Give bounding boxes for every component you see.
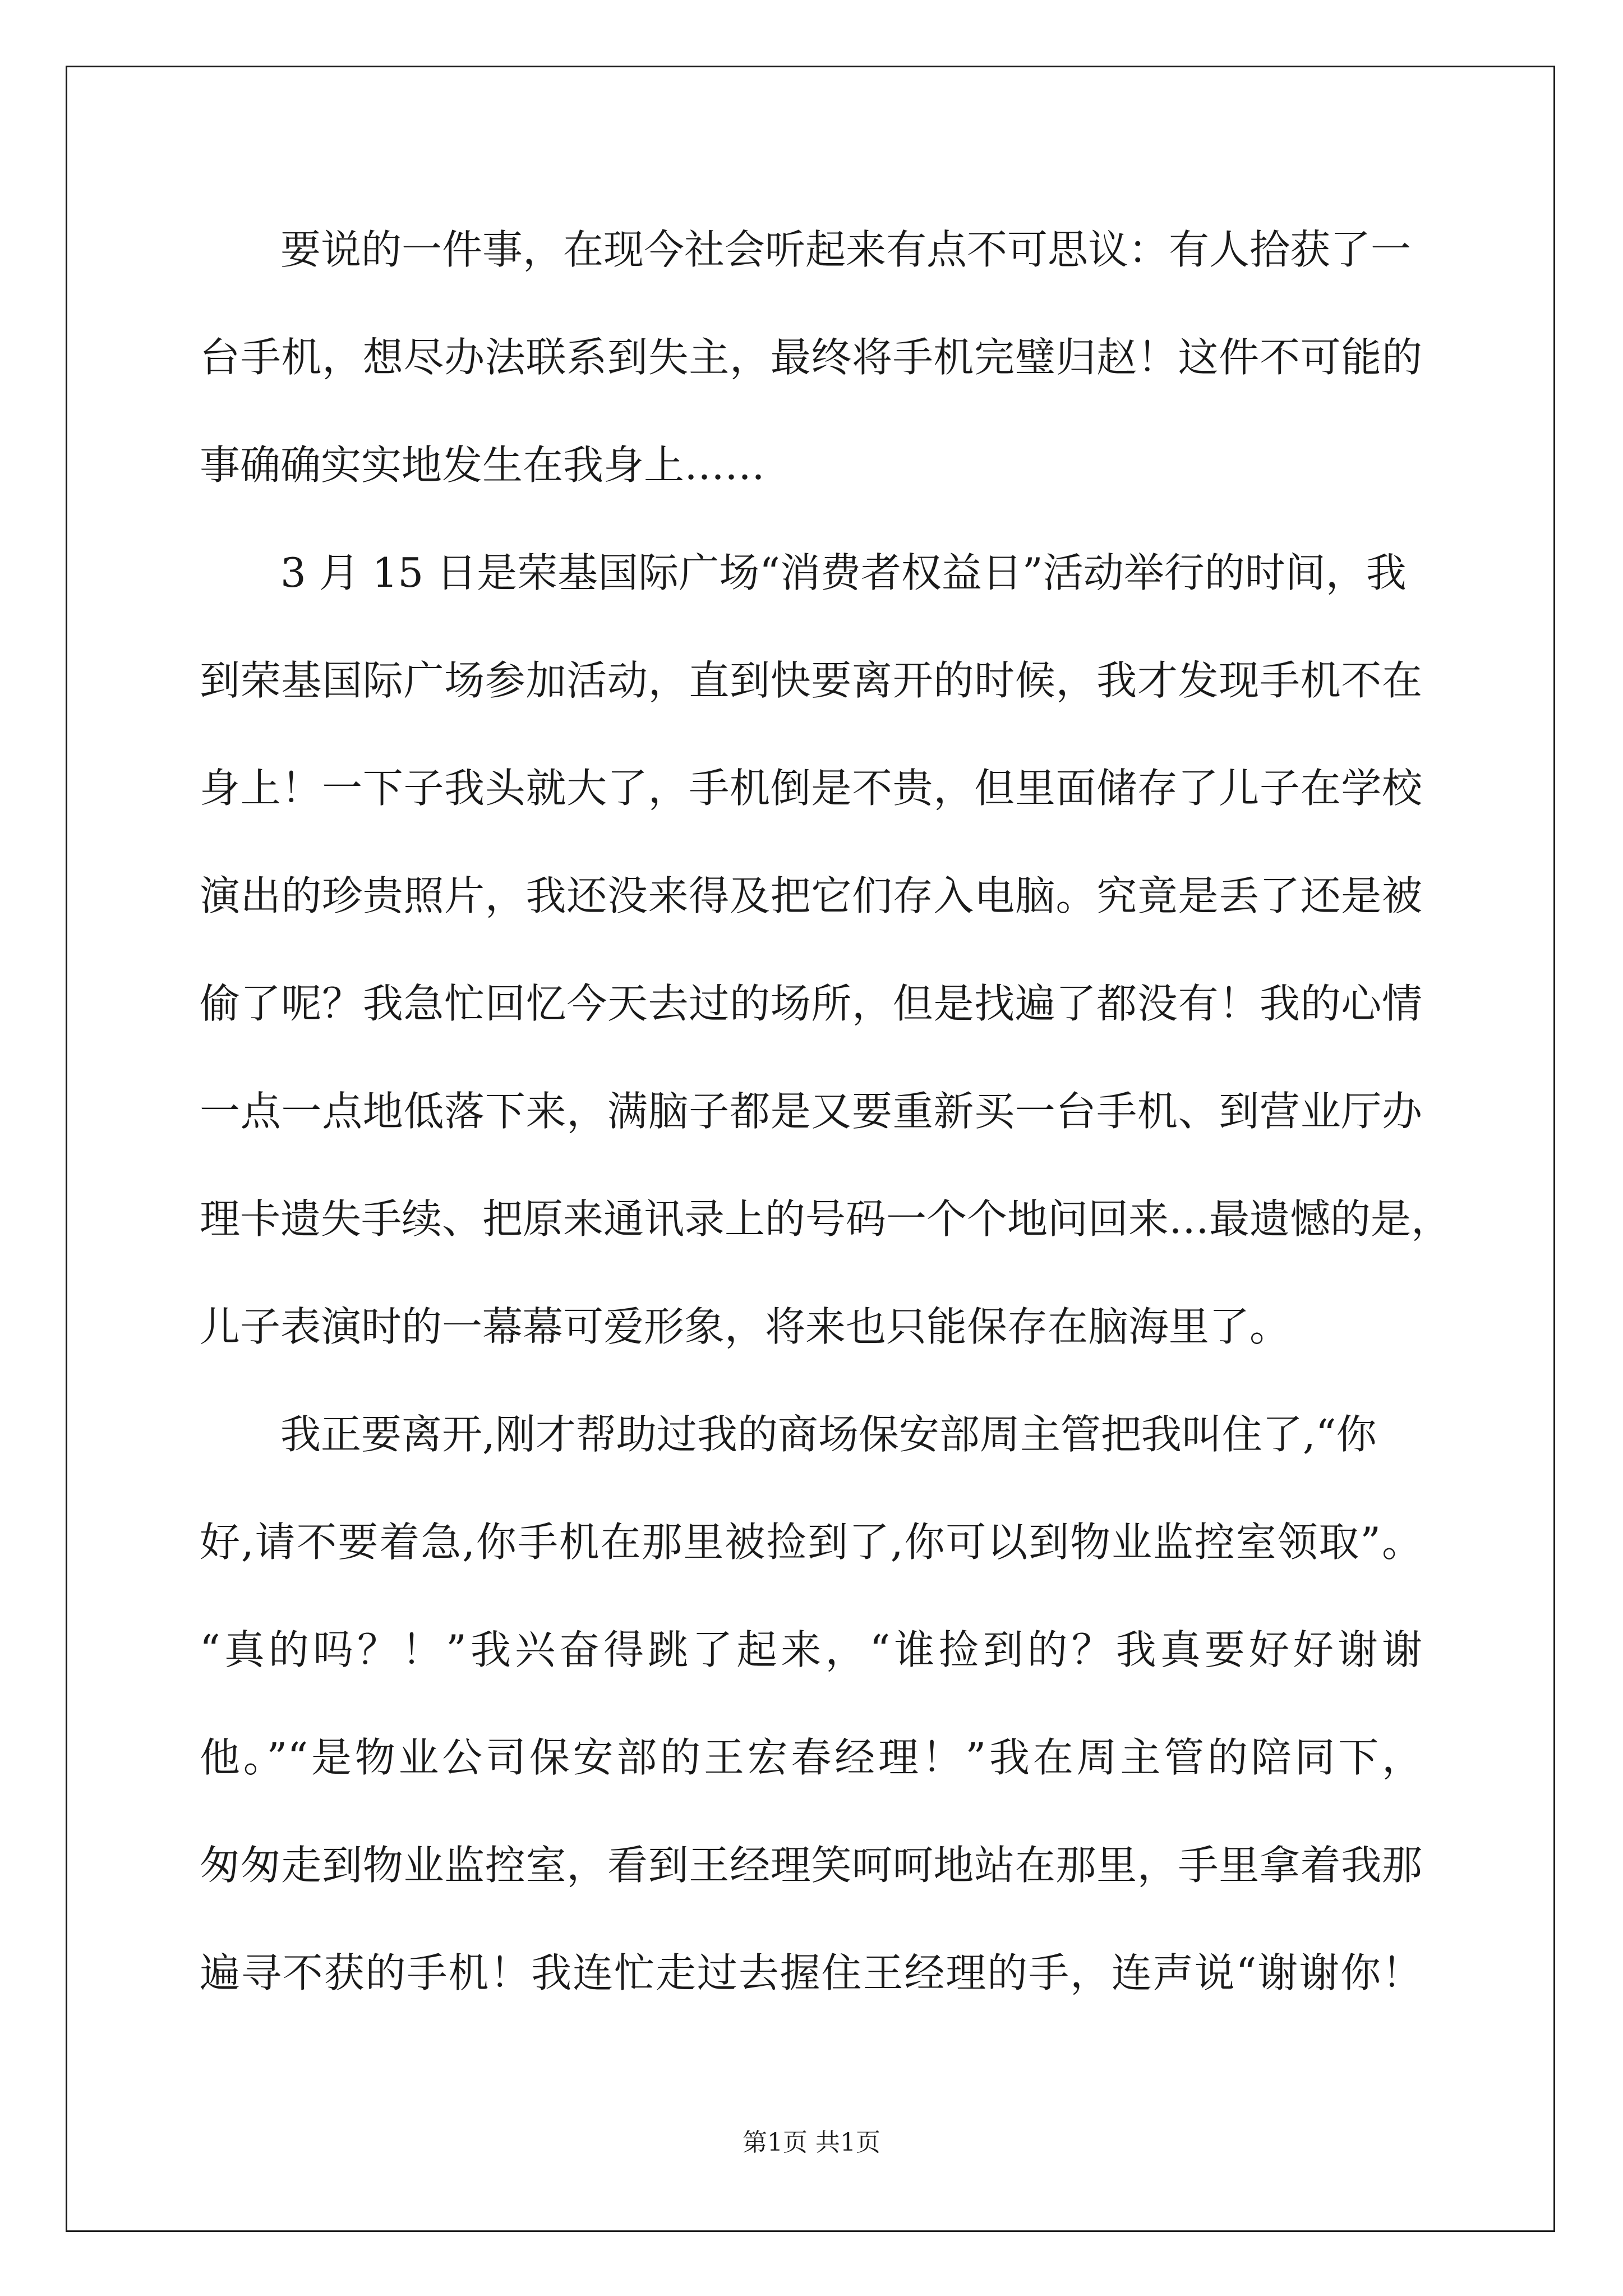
paragraph-3-line-1: 我正要离开,刚才帮助过我的商场保安部周主管把我叫住了,“你 <box>280 1411 1377 1458</box>
paragraph-1-line-2: 台手机，想尽办法联系到失主，最终将手机完璧归赵！这件不可能的 <box>200 334 1422 381</box>
paragraph-1-line-3: 事确确实实地发生在我身上…… <box>200 441 766 489</box>
paragraph-2-line-3: 身上！一下子我头就大了，手机倒是不贵，但里面储存了儿子在学校 <box>200 765 1422 812</box>
paragraph-3-line-6: 遍寻不获的手机！我连忙走过去握住王经理的手，连声说“谢谢你！ <box>200 1949 1422 1996</box>
paragraph-3-line-4: 他。”“是物业公司保安部的王宏春经理！”我在周主管的陪同下， <box>200 1734 1422 1781</box>
paragraph-2-line-7: 理卡遗失手续、把原来通讯录上的号码一个个地问回来…最遗憾的是， <box>200 1195 1452 1243</box>
paragraph-1-line-1: 要说的一件事，在现今社会听起来有点不可思议：有人拾获了一 <box>280 226 1412 273</box>
document-body <box>200 213 1452 2044</box>
paragraph-2-line-6: 一点一点地低落下来，满脑子都是又要重新买一台手机、到营业厅办 <box>200 1088 1422 1135</box>
paragraph-2-line-2: 到荣基国际广场参加活动，直到快要离开的时候，我才发现手机不在 <box>200 657 1422 704</box>
paragraph-2-line-4: 演出的珍贵照片，我还没来得及把它们存入电脑。究竟是丢了还是被 <box>200 872 1422 919</box>
paragraph-2-line-5: 偷了呢？我急忙回忆今天去过的场所，但是找遍了都没有！我的心情 <box>200 980 1422 1027</box>
paragraph-3-line-5: 匆匆走到物业监控室，看到王经理笑呵呵地站在那里，手里拿着我那 <box>200 1842 1422 1889</box>
paragraph-3-line-3: “真的吗？！”我兴奋得跳了起来，“谁捡到的？我真要好好谢谢 <box>200 1626 1422 1673</box>
paragraph-2-line-1: 3 月 15 日是荣基国际广场“消费者权益日”活动举行的时间，我 <box>280 549 1407 596</box>
paragraph-2-line-8: 儿子表演时的一幕幕可爱形象，将来也只能保存在脑海里了。 <box>200 1303 1290 1350</box>
paragraph-3-line-2: 好,请不要着急,你手机在那里被捡到了,你可以到物业监控室领取”。 <box>200 1519 1422 1566</box>
page-footer: 第1页 共1页 <box>743 2128 880 2157</box>
